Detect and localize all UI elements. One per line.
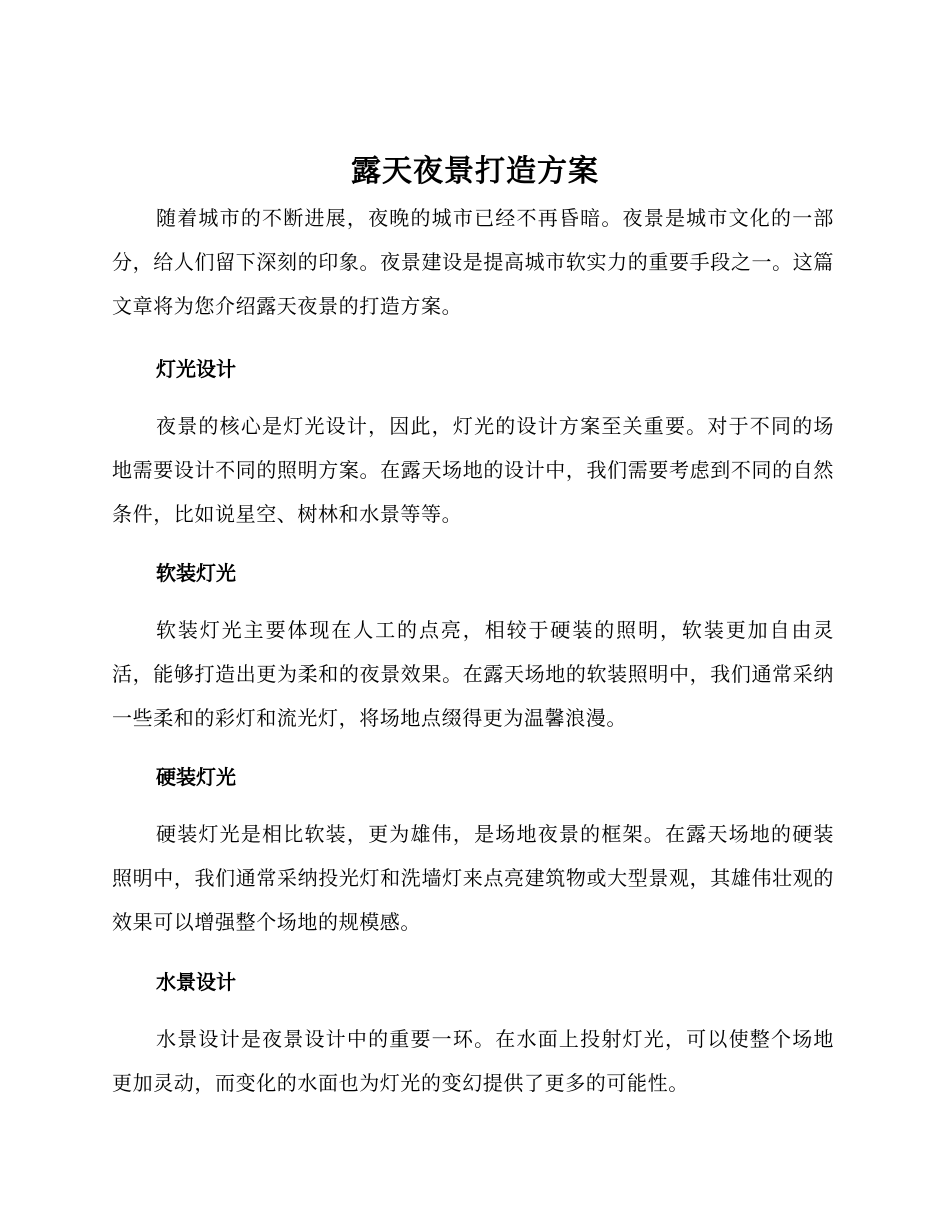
- section-heading-hard-lighting: 硬装灯光: [156, 765, 236, 789]
- section-body-waterscape-design: 水景设计是夜景设计中的重要一环。在水面上投射灯光，可以使整个场地更加灵动，而变化的水面也为灯光的变幻提供了更多的可能性。: [112, 1027, 834, 1095]
- intro-paragraph: 随着城市的不断进展，夜晚的城市已经不再昏暗。夜景是城市文化的一部分，给人们留下深刻的印象。夜景建设是提高城市软实力的重要手段之一。这篇文章将为您介绍露天夜景的打造方案。: [112, 206, 834, 318]
- section-body-lighting-design: 夜景的核心是灯光设计，因此，灯光的设计方案至关重要。对于不同的场地需要设计不同的照明方案。在露天场地的设计中，我们需要考虑到不同的自然条件，比如说星空、树林和水景等等。: [112, 414, 834, 526]
- section-body-hard-lighting: 硬装灯光是相比软装，更为雄伟，是场地夜景的框架。在露天场地的硬装照明中，我们通常采纳投光灯和洗墙灯来点亮建筑物或大型景观，其雄伟壮观的效果可以增强整个场地的规模感。: [112, 822, 834, 934]
- document-title: 露天夜景打造方案: [351, 154, 599, 189]
- section-body-soft-lighting: 软装灯光主要体现在人工的点亮，相较于硬装的照明，软装更加自由灵活，能够打造出更为柔和的夜景效果。在露天场地的软装照明中，我们通常采纳一些柔和的彩灯和流光灯，将场地点缀得更为温馨浪漫。: [112, 618, 834, 730]
- section-heading-lighting-design: 灯光设计: [156, 357, 236, 381]
- section-heading-waterscape-design: 水景设计: [156, 970, 236, 994]
- section-heading-soft-lighting: 软装灯光: [156, 561, 236, 585]
